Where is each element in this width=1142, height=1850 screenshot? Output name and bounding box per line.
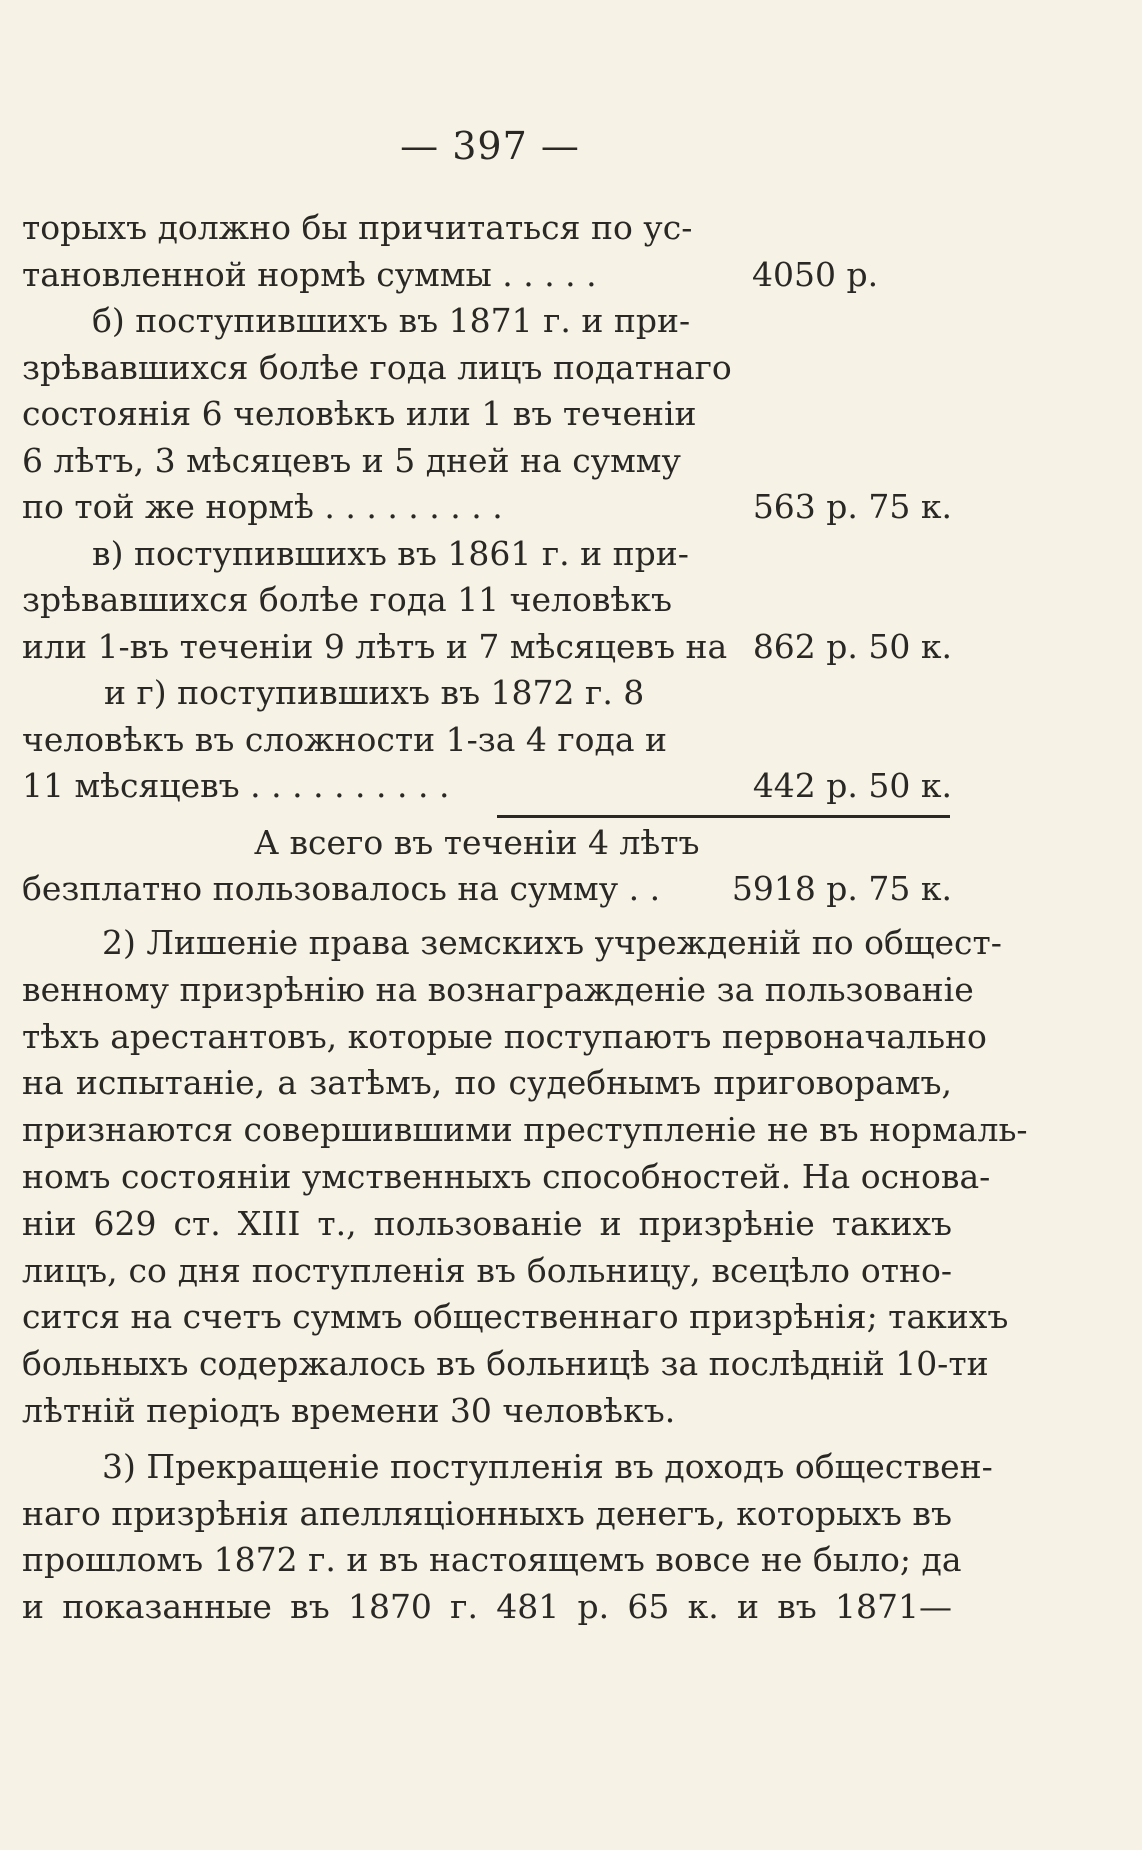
ledger-amount: 563 р. 75 к. — [752, 487, 952, 526]
text-line: венному призрѣнію на вознагражденіе за пользованіе — [22, 969, 974, 1009]
ledger-text: зрѣвавшихся болѣе года 11 человѣкъ — [22, 580, 672, 619]
text-line: 2) Лишеніе права земскихъ учрежденій по общест- — [102, 923, 1002, 962]
text-line: на испытаніе, а затѣмъ, по судебнымъ приговорамъ, — [22, 1063, 952, 1103]
sum-rule — [497, 815, 950, 818]
ledger-row — [22, 391, 952, 438]
total-line1: А всего въ теченіи 4 лѣтъ — [254, 822, 700, 862]
ledger-text: и г) поступившихъ въ 1872 г. 8 — [104, 673, 645, 712]
text-line: наго призрѣнія апелляціонныхъ денегъ, которыхъ въ — [22, 1493, 952, 1533]
ledger-row — [22, 531, 952, 578]
ledger-row — [22, 670, 952, 717]
ledger-text: состоянія 6 человѣкъ или 1 въ теченіи — [22, 394, 697, 433]
ledger-row — [22, 624, 952, 671]
ledger-text: человѣкъ въ сложности 1-за 4 года и — [22, 719, 668, 759]
ledger-amount: 4050 р. — [752, 254, 879, 294]
paragraph-2 — [22, 920, 1028, 1435]
body-text — [22, 920, 1028, 1631]
text-line: лѣтній періодъ времени 30 человѣкъ. — [22, 1390, 676, 1430]
ledger-row — [22, 205, 952, 252]
page-number: — 397 — — [400, 124, 580, 168]
paragraph-3 — [22, 1444, 993, 1631]
text-line: тѣхъ арестантовъ, которые поступаютъ первоначально — [22, 1016, 987, 1056]
text-line: признаются совершившими преступленіе не въ нормаль- — [22, 1110, 1028, 1150]
text-line: и показанные въ 1870 г. 481 р. 65 к. и въ 1871— — [22, 1587, 952, 1627]
text-line: лицъ, со дня поступленія въ больницу, всецѣло отно- — [22, 1250, 952, 1290]
ledger-row — [22, 252, 952, 299]
ledger-row — [22, 484, 952, 531]
ledger-row — [22, 717, 952, 764]
ledger-row — [22, 438, 952, 485]
ledger-text: или 1-въ теченіи 9 лѣтъ и 7 мѣсяцевъ на — [22, 626, 728, 666]
text-line: 3) Прекращеніе поступленія въ доходъ обществен- — [102, 1446, 993, 1486]
ledger-text: по той же нормѣ . . . . . . . . . — [22, 487, 503, 526]
ledger-row — [22, 298, 952, 345]
ledger-text: б) поступившихъ въ 1871 г. и при- — [92, 301, 691, 340]
ledger — [22, 205, 952, 913]
ledger-text: тановленной нормѣ суммы . . . . . — [22, 254, 597, 294]
text-line: больныхъ содержалось въ больницѣ за послѣдній 10-ти — [22, 1344, 989, 1384]
ledger-text: 11 мѣсяцевъ . . . . . . . . . . — [22, 766, 450, 805]
text-line: сится на счетъ суммъ общественнаго призрѣнія; такихъ — [22, 1297, 1009, 1337]
ledger-amount: 862 р. 50 к. — [752, 626, 952, 666]
ledger-row — [22, 577, 952, 624]
total-row-label — [22, 820, 952, 867]
ledger-amount: 442 р. 50 к. — [752, 766, 952, 805]
ledger-text: 6 лѣтъ, 3 мѣсяцевъ и 5 дней на сумму — [22, 440, 681, 480]
ledger-text: в) поступившихъ въ 1861 г. и при- — [92, 533, 689, 573]
total-amount: 5918 р. 75 к. — [731, 869, 952, 908]
text-line: ніи 629 ст. XIII т., пользованіе и призрѣніе такихъ — [22, 1203, 952, 1243]
ledger-row — [22, 763, 952, 810]
total-row — [22, 866, 952, 913]
ledger-text: зрѣвавшихся болѣе года лицъ податнаго — [22, 347, 732, 387]
total-line2: безплатно пользовалось на сумму . . — [22, 869, 661, 908]
text-line: номъ состояніи умственныхъ способностей. На основа- — [22, 1156, 991, 1196]
ledger-row — [22, 345, 952, 392]
text-line: прошломъ 1872 г. и въ настоящемъ вовсе не было; да — [22, 1540, 962, 1580]
ledger-text: торыхъ должно бы причитаться по ус- — [22, 208, 693, 247]
